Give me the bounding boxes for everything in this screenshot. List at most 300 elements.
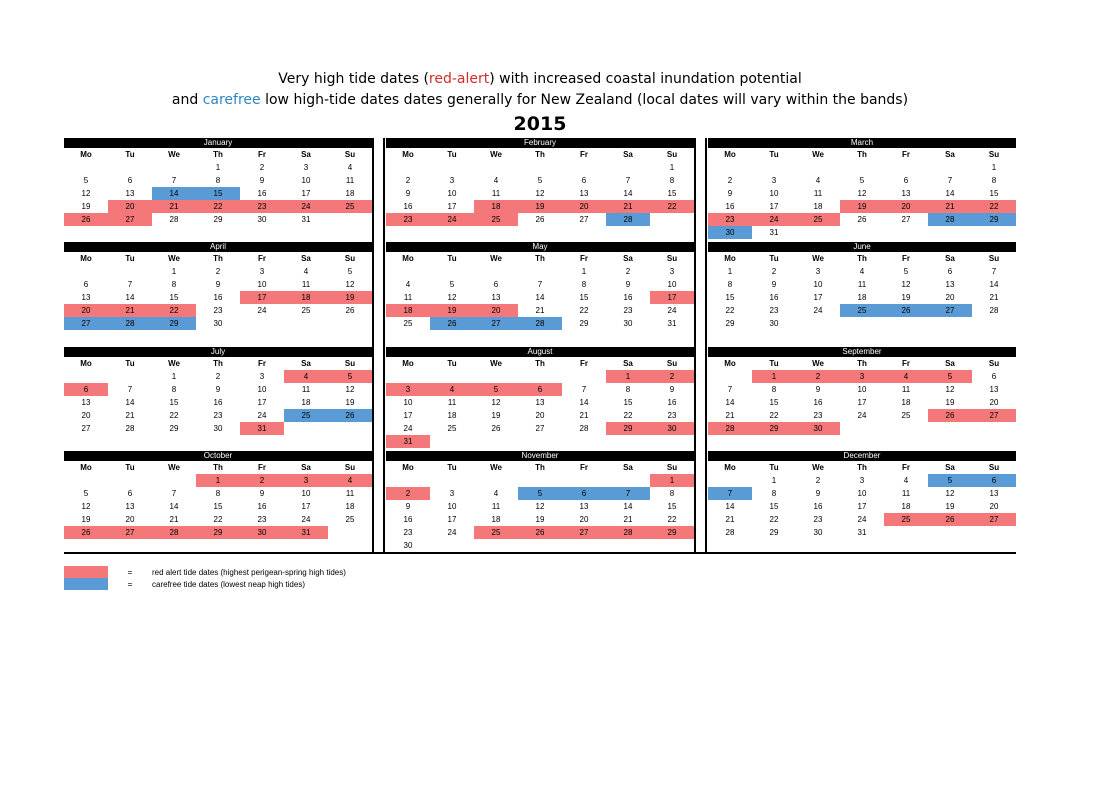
day-cell: 24 bbox=[301, 515, 311, 524]
week-row bbox=[386, 396, 694, 409]
day-cell: 20 bbox=[108, 200, 152, 213]
day-cell: 27 bbox=[81, 424, 91, 433]
day-cell: 23 bbox=[813, 515, 823, 524]
day-cell: 15 bbox=[769, 398, 779, 407]
day-cell: 18 bbox=[386, 304, 430, 317]
week-row bbox=[708, 370, 1016, 383]
day-cell: 26 bbox=[491, 424, 501, 433]
weekday-label: Fr bbox=[580, 150, 588, 159]
day-cell: 30 bbox=[623, 319, 633, 328]
empty-cell bbox=[928, 526, 972, 539]
day-cell: 21 bbox=[169, 515, 179, 524]
day-cell: 23 bbox=[403, 528, 413, 537]
month-title: July bbox=[64, 347, 372, 357]
day-cell: 13 bbox=[491, 293, 501, 302]
day-cell: 10 bbox=[301, 489, 311, 498]
empty-cell bbox=[64, 265, 108, 278]
day-cell: 30 bbox=[240, 526, 284, 539]
empty-cell bbox=[152, 161, 196, 174]
day-cell: 15 bbox=[169, 293, 179, 302]
day-cell: 11 bbox=[901, 385, 911, 394]
day-cell: 29 bbox=[972, 213, 1016, 226]
day-cell: 8 bbox=[171, 280, 177, 289]
weekday-label: Tu bbox=[769, 254, 779, 263]
day-cell: 25 bbox=[796, 213, 840, 226]
month-title: April bbox=[64, 242, 372, 252]
month-december bbox=[708, 451, 1016, 539]
week-row bbox=[386, 304, 694, 317]
day-cell: 27 bbox=[535, 424, 545, 433]
day-cell: 11 bbox=[857, 280, 867, 289]
week-row bbox=[64, 500, 372, 513]
day-cell: 31 bbox=[857, 528, 867, 537]
week-row bbox=[708, 278, 1016, 291]
day-cell: 13 bbox=[989, 489, 999, 498]
weekday-label: Tu bbox=[125, 463, 135, 472]
day-cell: 27 bbox=[972, 409, 1016, 422]
empty-cell bbox=[518, 435, 562, 448]
day-cell: 7 bbox=[727, 385, 733, 394]
weekday-label: Tu bbox=[447, 150, 457, 159]
week-row bbox=[386, 187, 694, 200]
weekday-label: We bbox=[168, 463, 180, 472]
day-cell: 14 bbox=[579, 398, 589, 407]
day-cell: 19 bbox=[491, 411, 501, 420]
day-cell: 21 bbox=[606, 200, 650, 213]
day-cell: 20 bbox=[945, 293, 955, 302]
day-cell: 29 bbox=[606, 422, 650, 435]
day-cell: 1 bbox=[606, 370, 650, 383]
day-cell: 18 bbox=[901, 502, 911, 511]
legend-equals: = bbox=[127, 579, 133, 589]
weekday-header-row bbox=[64, 252, 372, 265]
weekday-label: Sa bbox=[301, 359, 311, 368]
week-row bbox=[708, 487, 1016, 500]
weekday-header-row bbox=[64, 148, 372, 161]
empty-cell bbox=[840, 226, 884, 239]
day-cell: 20 bbox=[579, 515, 589, 524]
day-cell: 25 bbox=[301, 306, 311, 315]
empty-cell bbox=[284, 422, 328, 435]
empty-cell bbox=[386, 161, 430, 174]
day-cell: 15 bbox=[623, 398, 633, 407]
day-cell: 22 bbox=[169, 411, 179, 420]
day-cell: 3 bbox=[859, 476, 865, 485]
day-cell: 1 bbox=[215, 163, 221, 172]
day-cell: 12 bbox=[81, 189, 91, 198]
weekday-label: Fr bbox=[258, 150, 266, 159]
empty-cell bbox=[928, 226, 972, 239]
day-cell: 20 bbox=[64, 304, 108, 317]
day-cell: 14 bbox=[125, 398, 135, 407]
day-cell: 16 bbox=[213, 293, 223, 302]
day-cell: 19 bbox=[328, 291, 372, 304]
day-cell: 11 bbox=[447, 398, 457, 407]
weekday-header-row bbox=[64, 357, 372, 370]
month-july bbox=[64, 347, 372, 435]
day-cell: 2 bbox=[215, 267, 221, 276]
day-cell: 27 bbox=[108, 213, 152, 226]
day-cell: 20 bbox=[474, 304, 518, 317]
day-cell: 21 bbox=[152, 200, 196, 213]
day-cell: 16 bbox=[623, 293, 633, 302]
day-cell: 2 bbox=[405, 176, 411, 185]
empty-cell bbox=[796, 226, 840, 239]
day-cell: 2 bbox=[240, 474, 284, 487]
day-cell: 2 bbox=[259, 163, 265, 172]
week-row bbox=[64, 200, 372, 213]
weekday-label: Sa bbox=[623, 463, 633, 472]
weekday-label: Th bbox=[857, 463, 867, 472]
day-cell: 19 bbox=[518, 200, 562, 213]
day-cell: 13 bbox=[579, 502, 589, 511]
day-cell: 1 bbox=[171, 267, 177, 276]
weekday-label: Su bbox=[344, 254, 356, 263]
empty-cell bbox=[562, 435, 606, 448]
weekday-label: Sa bbox=[623, 254, 633, 263]
week-row bbox=[64, 161, 372, 174]
day-cell: 8 bbox=[771, 489, 777, 498]
day-cell: 22 bbox=[725, 306, 735, 315]
weekday-header-row bbox=[386, 252, 694, 265]
day-cell: 12 bbox=[945, 385, 955, 394]
day-cell: 24 bbox=[813, 306, 823, 315]
day-cell: 3 bbox=[840, 370, 884, 383]
day-cell: 22 bbox=[769, 515, 779, 524]
day-cell: 5 bbox=[518, 487, 562, 500]
empty-cell bbox=[606, 435, 650, 448]
day-cell: 8 bbox=[727, 280, 733, 289]
day-cell: 13 bbox=[989, 385, 999, 394]
year-heading: 2015 bbox=[513, 113, 567, 135]
day-cell: 19 bbox=[945, 502, 955, 511]
day-cell: 9 bbox=[815, 489, 821, 498]
week-row bbox=[386, 474, 694, 487]
legend-blue-row bbox=[64, 578, 346, 590]
weekday-label: Mo bbox=[80, 254, 92, 263]
empty-cell bbox=[474, 435, 518, 448]
empty-cell bbox=[972, 422, 1016, 435]
day-cell: 19 bbox=[535, 515, 545, 524]
week-row bbox=[708, 213, 1016, 226]
empty-cell bbox=[884, 422, 928, 435]
empty-cell bbox=[474, 265, 518, 278]
day-cell: 20 bbox=[535, 411, 545, 420]
week-row bbox=[64, 487, 372, 500]
day-cell: 7 bbox=[127, 385, 133, 394]
month-april bbox=[64, 242, 372, 330]
empty-cell bbox=[386, 370, 430, 383]
day-cell: 16 bbox=[213, 398, 223, 407]
empty-cell bbox=[328, 213, 372, 226]
day-cell: 13 bbox=[579, 189, 589, 198]
weekday-label: Mo bbox=[80, 463, 92, 472]
empty-cell bbox=[474, 370, 518, 383]
weekday-label: Tu bbox=[447, 463, 457, 472]
weekday-label: Mo bbox=[724, 254, 736, 263]
weekday-header-row bbox=[708, 357, 1016, 370]
day-cell: 22 bbox=[196, 200, 240, 213]
day-cell: 4 bbox=[884, 370, 928, 383]
week-row bbox=[386, 278, 694, 291]
weekday-label: Fr bbox=[902, 150, 910, 159]
empty-cell bbox=[430, 370, 474, 383]
weekday-label: Su bbox=[988, 463, 1000, 472]
week-row bbox=[64, 383, 372, 396]
empty-cell bbox=[64, 474, 108, 487]
day-cell: 30 bbox=[708, 226, 752, 239]
day-cell: 6 bbox=[64, 383, 108, 396]
day-cell: 24 bbox=[257, 411, 267, 420]
empty-cell bbox=[518, 161, 562, 174]
day-cell: 8 bbox=[669, 489, 675, 498]
weekday-header-row bbox=[64, 461, 372, 474]
day-cell: 4 bbox=[430, 383, 474, 396]
day-cell: 24 bbox=[752, 213, 796, 226]
empty-cell bbox=[430, 539, 474, 552]
month-title: October bbox=[64, 451, 372, 461]
weekday-label: Tu bbox=[447, 254, 457, 263]
day-cell: 6 bbox=[562, 487, 606, 500]
month-august bbox=[386, 347, 694, 448]
week-row bbox=[64, 213, 372, 226]
weekday-label: Th bbox=[857, 150, 867, 159]
weekday-label: Th bbox=[535, 254, 545, 263]
day-cell: 11 bbox=[345, 489, 355, 498]
weekday-header-row bbox=[708, 252, 1016, 265]
day-cell: 9 bbox=[259, 176, 265, 185]
day-cell: 18 bbox=[474, 200, 518, 213]
day-cell: 17 bbox=[403, 411, 413, 420]
day-cell: 25 bbox=[474, 213, 518, 226]
day-cell: 23 bbox=[257, 515, 267, 524]
day-cell: 12 bbox=[945, 489, 955, 498]
day-cell: 6 bbox=[972, 474, 1016, 487]
day-cell: 13 bbox=[945, 280, 955, 289]
day-cell: 13 bbox=[81, 398, 91, 407]
day-cell: 11 bbox=[491, 189, 501, 198]
empty-cell bbox=[562, 370, 606, 383]
day-cell: 7 bbox=[127, 280, 133, 289]
day-cell: 7 bbox=[625, 176, 631, 185]
day-cell: 3 bbox=[771, 176, 777, 185]
day-cell: 22 bbox=[213, 515, 223, 524]
day-cell: 23 bbox=[667, 411, 677, 420]
weekday-label: We bbox=[812, 254, 824, 263]
day-cell: 29 bbox=[725, 319, 735, 328]
empty-cell bbox=[108, 161, 152, 174]
day-cell: 20 bbox=[125, 515, 135, 524]
weekday-header-row bbox=[708, 461, 1016, 474]
carefree-word: carefree bbox=[202, 92, 261, 108]
day-cell: 5 bbox=[449, 280, 455, 289]
empty-cell bbox=[474, 539, 518, 552]
day-cell: 20 bbox=[562, 200, 606, 213]
day-cell: 30 bbox=[796, 422, 840, 435]
day-cell: 31 bbox=[667, 319, 677, 328]
weekday-label: Mo bbox=[724, 150, 736, 159]
day-cell: 27 bbox=[928, 304, 972, 317]
day-cell: 21 bbox=[623, 515, 633, 524]
day-cell: 12 bbox=[901, 280, 911, 289]
day-cell: 17 bbox=[301, 502, 311, 511]
weekday-label: Sa bbox=[301, 254, 311, 263]
week-row bbox=[708, 291, 1016, 304]
day-cell: 21 bbox=[125, 411, 135, 420]
day-cell: 6 bbox=[947, 267, 953, 276]
day-cell: 29 bbox=[196, 526, 240, 539]
weekday-label: Su bbox=[988, 359, 1000, 368]
day-cell: 19 bbox=[81, 202, 91, 211]
day-cell: 6 bbox=[83, 280, 89, 289]
month-title: September bbox=[708, 347, 1016, 357]
day-cell: 9 bbox=[669, 385, 675, 394]
day-cell: 28 bbox=[152, 526, 196, 539]
day-cell: 3 bbox=[449, 176, 455, 185]
month-title: August bbox=[386, 347, 694, 357]
day-cell: 16 bbox=[667, 398, 677, 407]
day-cell: 9 bbox=[815, 385, 821, 394]
day-cell: 28 bbox=[989, 306, 999, 315]
day-cell: 19 bbox=[430, 304, 474, 317]
day-cell: 4 bbox=[903, 476, 909, 485]
day-cell: 23 bbox=[813, 411, 823, 420]
weekday-label: Fr bbox=[902, 254, 910, 263]
day-cell: 23 bbox=[240, 200, 284, 213]
empty-cell bbox=[328, 526, 372, 539]
day-cell: 14 bbox=[125, 293, 135, 302]
day-cell: 20 bbox=[81, 411, 91, 420]
weekday-label: Th bbox=[213, 463, 223, 472]
day-cell: 15 bbox=[579, 293, 589, 302]
empty-cell bbox=[518, 539, 562, 552]
empty-cell bbox=[796, 317, 840, 330]
weekday-label: Mo bbox=[402, 359, 414, 368]
day-cell: 9 bbox=[405, 189, 411, 198]
blue-swatch bbox=[64, 578, 108, 590]
day-cell: 24 bbox=[430, 213, 474, 226]
day-cell: 1 bbox=[581, 267, 587, 276]
day-cell: 10 bbox=[857, 385, 867, 394]
day-cell: 14 bbox=[152, 187, 196, 200]
weekday-header-row bbox=[708, 148, 1016, 161]
day-cell: 16 bbox=[257, 502, 267, 511]
weekday-label: Su bbox=[666, 359, 678, 368]
empty-cell bbox=[796, 161, 840, 174]
day-cell: 24 bbox=[257, 306, 267, 315]
day-cell: 14 bbox=[535, 293, 545, 302]
day-cell: 14 bbox=[725, 502, 735, 511]
legend-equals: = bbox=[127, 567, 133, 577]
day-cell: 10 bbox=[447, 502, 457, 511]
weekday-label: Fr bbox=[258, 463, 266, 472]
day-cell: 2 bbox=[727, 176, 733, 185]
weekday-label: Th bbox=[535, 150, 545, 159]
empty-cell bbox=[518, 370, 562, 383]
day-cell: 26 bbox=[328, 409, 372, 422]
day-cell: 25 bbox=[884, 513, 928, 526]
day-cell: 11 bbox=[491, 502, 501, 511]
weekday-label: Tu bbox=[769, 359, 779, 368]
day-cell: 2 bbox=[815, 476, 821, 485]
day-cell: 22 bbox=[972, 200, 1016, 213]
week-row bbox=[708, 383, 1016, 396]
weekday-label: Mo bbox=[724, 463, 736, 472]
weekday-label: Su bbox=[988, 254, 1000, 263]
weekday-label: Tu bbox=[125, 150, 135, 159]
week-row bbox=[386, 317, 694, 330]
day-cell: 27 bbox=[901, 215, 911, 224]
weekday-label: Mo bbox=[402, 150, 414, 159]
day-cell: 17 bbox=[857, 502, 867, 511]
day-cell: 31 bbox=[301, 215, 311, 224]
day-cell: 3 bbox=[259, 267, 265, 276]
day-cell: 15 bbox=[213, 502, 223, 511]
day-cell: 18 bbox=[345, 502, 355, 511]
day-cell: 18 bbox=[901, 398, 911, 407]
day-cell: 7 bbox=[708, 487, 752, 500]
week-row bbox=[64, 422, 372, 435]
day-cell: 1 bbox=[752, 370, 796, 383]
day-cell: 5 bbox=[328, 370, 372, 383]
weekday-label: Tu bbox=[447, 359, 457, 368]
empty-cell bbox=[562, 539, 606, 552]
month-november bbox=[386, 451, 694, 552]
day-cell: 8 bbox=[669, 176, 675, 185]
day-cell: 25 bbox=[328, 200, 372, 213]
day-cell: 4 bbox=[493, 489, 499, 498]
weekday-label: We bbox=[490, 150, 502, 159]
day-cell: 22 bbox=[579, 306, 589, 315]
day-cell: 4 bbox=[405, 280, 411, 289]
day-cell: 10 bbox=[769, 189, 779, 198]
empty-cell bbox=[518, 265, 562, 278]
day-cell: 26 bbox=[928, 513, 972, 526]
day-cell: 8 bbox=[771, 385, 777, 394]
week-row bbox=[386, 487, 694, 500]
week-row bbox=[386, 539, 694, 552]
week-row bbox=[64, 317, 372, 330]
day-cell: 27 bbox=[972, 513, 1016, 526]
weekday-label: Sa bbox=[945, 150, 955, 159]
day-cell: 17 bbox=[447, 202, 457, 211]
day-cell: 14 bbox=[989, 280, 999, 289]
day-cell: 5 bbox=[928, 474, 972, 487]
red-swatch bbox=[64, 566, 108, 578]
week-row bbox=[386, 213, 694, 226]
empty-cell bbox=[708, 161, 752, 174]
week-row bbox=[64, 187, 372, 200]
day-cell: 11 bbox=[345, 176, 355, 185]
day-cell: 27 bbox=[562, 526, 606, 539]
day-cell: 9 bbox=[215, 280, 221, 289]
week-row bbox=[64, 409, 372, 422]
day-cell: 9 bbox=[727, 189, 733, 198]
week-row bbox=[708, 226, 1016, 239]
day-cell: 8 bbox=[581, 280, 587, 289]
week-row bbox=[708, 317, 1016, 330]
empty-cell bbox=[708, 474, 752, 487]
day-cell: 11 bbox=[301, 385, 311, 394]
bottom-border bbox=[64, 552, 1016, 554]
week-row bbox=[64, 396, 372, 409]
day-cell: 12 bbox=[447, 293, 457, 302]
empty-cell bbox=[430, 265, 474, 278]
week-row bbox=[386, 200, 694, 213]
day-cell: 14 bbox=[169, 502, 179, 511]
day-cell: 12 bbox=[81, 502, 91, 511]
empty-cell bbox=[152, 474, 196, 487]
